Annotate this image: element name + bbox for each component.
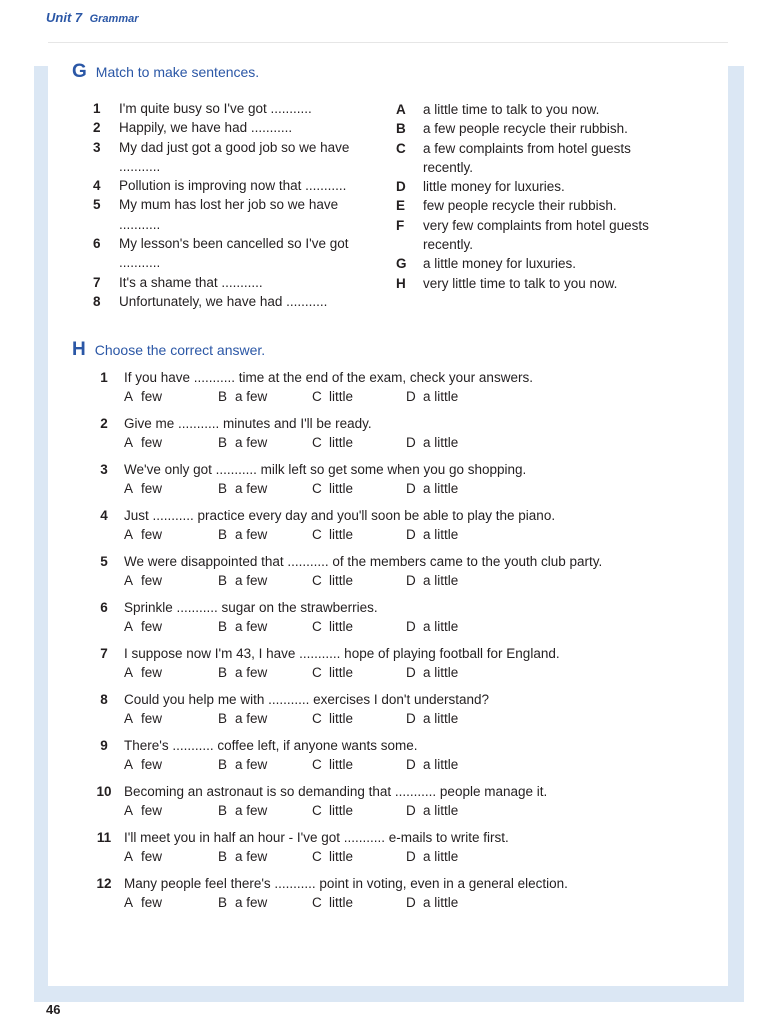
question-text: I'll meet you in half an hour - I've got ........... e-mails to write first.	[124, 830, 509, 845]
question-row	[84, 460, 704, 479]
option-text: a few	[235, 757, 268, 772]
option-text: few	[141, 435, 163, 450]
list-item	[394, 196, 674, 215]
answer-option[interactable]	[218, 801, 312, 820]
item-number: 4	[93, 178, 101, 194]
option-text: a few	[235, 389, 268, 404]
answer-option[interactable]	[124, 617, 218, 636]
answer-option[interactable]	[406, 571, 500, 590]
option-text: a little	[423, 803, 459, 818]
answer-option[interactable]	[312, 663, 406, 682]
option-letter: A	[124, 849, 134, 864]
item-number: 7	[93, 274, 101, 290]
answer-option[interactable]	[406, 801, 500, 820]
item-number: 8	[93, 293, 101, 309]
option-letter: B	[218, 711, 228, 726]
option-letter: B	[218, 849, 228, 864]
question-number: 11	[96, 830, 112, 845]
option-letter: A	[124, 711, 134, 726]
item-letter: H	[396, 275, 406, 291]
list-item	[88, 292, 378, 311]
answer-option[interactable]	[406, 479, 500, 498]
answer-option[interactable]	[124, 433, 218, 452]
item-number: 3	[93, 139, 101, 155]
question-row	[84, 828, 704, 847]
option-letter: C	[312, 711, 322, 726]
option-text: few	[141, 619, 163, 634]
question-item	[84, 828, 704, 874]
question-item	[84, 506, 704, 552]
item-text: Happily, we have had ...........	[119, 120, 293, 136]
question-item	[84, 690, 704, 736]
answer-option[interactable]	[312, 755, 406, 774]
option-text: a few	[235, 435, 268, 450]
question-row	[84, 690, 704, 709]
option-letter: B	[218, 389, 228, 404]
question-row	[84, 644, 704, 663]
question-number: 4	[100, 508, 108, 523]
answer-options	[84, 893, 704, 912]
answer-option[interactable]	[218, 847, 312, 866]
section-g-title	[72, 61, 259, 83]
option-text: little	[329, 573, 354, 588]
item-letter: E	[396, 198, 406, 214]
option-text: few	[141, 665, 163, 680]
question-item	[84, 782, 704, 828]
frame-left-border	[34, 66, 48, 1002]
item-text: a few complaints from hotel guests recently.	[423, 140, 631, 175]
answer-option[interactable]	[218, 433, 312, 452]
item-letter: F	[396, 217, 405, 233]
item-text: Pollution is improving now that ...........	[119, 178, 347, 194]
answer-option[interactable]	[312, 525, 406, 544]
answer-options	[84, 571, 704, 590]
section-label: Grammar	[89, 13, 139, 25]
answer-option[interactable]	[406, 847, 500, 866]
list-item	[394, 254, 674, 273]
option-letter: C	[312, 803, 322, 818]
section-g-letter: G	[72, 61, 87, 82]
question-text: If you have ........... time at the end of the exam, check your answers.	[124, 370, 533, 385]
list-item	[394, 177, 674, 196]
answer-option[interactable]	[312, 617, 406, 636]
item-number: 1	[93, 101, 101, 116]
question-text: Just ........... practice every day and you'll soon be able to play the piano.	[124, 508, 556, 523]
answer-option[interactable]	[312, 433, 406, 452]
option-letter: D	[406, 619, 416, 634]
item-text: I'm quite busy so I've got ...........	[119, 101, 312, 116]
answer-option[interactable]	[312, 571, 406, 590]
option-letter: B	[218, 573, 228, 588]
list-item	[88, 99, 378, 118]
option-letter: D	[406, 573, 416, 588]
question-item	[84, 644, 704, 690]
option-text: few	[141, 527, 163, 542]
item-text: few people recycle their rubbish.	[423, 198, 617, 214]
answer-option[interactable]	[406, 387, 500, 406]
option-text: a little	[423, 481, 459, 496]
question-text: We were disappointed that ........... of the members came to the youth club party.	[124, 554, 603, 569]
answer-option[interactable]	[124, 801, 218, 820]
option-letter: B	[218, 803, 228, 818]
question-row	[84, 874, 704, 893]
section-h-letter: H	[72, 339, 86, 360]
item-letter: G	[396, 256, 407, 272]
answer-options	[84, 709, 704, 728]
question-number: 2	[100, 416, 108, 431]
item-number: 6	[93, 236, 101, 252]
answer-options	[84, 433, 704, 452]
list-item	[88, 195, 378, 234]
option-text: little	[329, 435, 354, 450]
answer-option[interactable]	[406, 663, 500, 682]
answer-option[interactable]	[218, 571, 312, 590]
answer-option[interactable]	[218, 479, 312, 498]
option-text: a few	[235, 849, 268, 864]
question-number: 10	[96, 784, 112, 799]
option-text: little	[329, 849, 354, 864]
option-text: little	[329, 527, 354, 542]
answer-options	[84, 525, 704, 544]
question-number: 1	[100, 370, 108, 385]
item-text: very few complaints from hotel guests recently.	[423, 217, 649, 253]
option-text: a few	[235, 619, 268, 634]
option-letter: B	[218, 619, 228, 634]
answer-options	[84, 663, 704, 682]
section-h-questions	[84, 368, 704, 920]
option-text: little	[329, 481, 354, 496]
section-g-sentence-endings	[394, 100, 674, 293]
option-letter: D	[406, 849, 416, 864]
question-text: I suppose now I'm 43, I have ........... hope of playing football for England.	[124, 646, 560, 661]
item-text: It's a shame that ...........	[119, 274, 263, 290]
question-number: 8	[100, 692, 108, 707]
option-text: a few	[235, 895, 268, 910]
item-number: 5	[93, 197, 101, 213]
option-letter: D	[406, 803, 416, 818]
list-item	[88, 176, 378, 195]
question-text: Sprinkle ........... sugar on the strawberries.	[124, 600, 378, 615]
option-letter: B	[218, 665, 228, 680]
answer-option[interactable]	[406, 893, 500, 912]
question-row	[84, 598, 704, 617]
question-row	[84, 368, 704, 387]
option-text: little	[329, 619, 354, 634]
frame-right-border	[728, 66, 744, 1002]
option-text: a few	[235, 527, 268, 542]
list-item	[394, 274, 674, 293]
list-item	[394, 139, 674, 178]
answer-option[interactable]	[124, 571, 218, 590]
option-letter: D	[406, 711, 416, 726]
option-letter: D	[406, 757, 416, 772]
list-item	[88, 138, 378, 177]
answer-option[interactable]	[218, 709, 312, 728]
section-g-instruction: Match to make sentences.	[95, 64, 260, 80]
option-text: few	[141, 757, 163, 772]
question-row	[84, 414, 704, 433]
option-letter: A	[124, 665, 134, 680]
option-letter: B	[218, 435, 228, 450]
answer-options	[84, 479, 704, 498]
option-letter: A	[124, 527, 134, 542]
option-text: a few	[235, 711, 268, 726]
option-letter: A	[124, 389, 134, 404]
option-text: little	[329, 895, 354, 910]
question-row	[84, 506, 704, 525]
option-letter: D	[406, 435, 416, 450]
option-letter: D	[406, 895, 416, 910]
option-letter: A	[124, 481, 134, 496]
list-item	[394, 216, 674, 255]
option-text: few	[141, 573, 163, 588]
item-letter: A	[396, 102, 406, 117]
option-text: little	[329, 389, 354, 404]
option-letter: C	[312, 619, 322, 634]
option-text: a little	[423, 849, 459, 864]
answer-option[interactable]	[124, 663, 218, 682]
question-text: Could you help me with ........... exercises I don't understand?	[124, 692, 490, 707]
page-header	[46, 9, 139, 27]
option-text: a few	[235, 573, 268, 588]
option-letter: B	[218, 527, 228, 542]
option-text: little	[329, 757, 354, 772]
answer-options	[84, 847, 704, 866]
answer-option[interactable]	[218, 755, 312, 774]
option-text: a little	[423, 665, 459, 680]
answer-option[interactable]	[406, 755, 500, 774]
option-text: few	[141, 481, 163, 496]
question-number: 12	[96, 876, 112, 891]
answer-options	[84, 387, 704, 406]
answer-option[interactable]	[218, 387, 312, 406]
option-letter: A	[124, 757, 134, 772]
option-letter: D	[406, 665, 416, 680]
option-text: few	[141, 711, 163, 726]
option-text: few	[141, 803, 163, 818]
option-text: a little	[423, 895, 459, 910]
answer-option[interactable]	[124, 479, 218, 498]
answer-option[interactable]	[124, 709, 218, 728]
option-text: a little	[423, 389, 459, 404]
answer-option[interactable]	[124, 893, 218, 912]
question-row	[84, 552, 704, 571]
answer-option[interactable]	[406, 709, 500, 728]
option-letter: C	[312, 481, 322, 496]
question-number: 9	[100, 738, 108, 753]
option-text: a little	[423, 619, 459, 634]
option-letter: D	[406, 527, 416, 542]
question-text: There's ........... coffee left, if anyone wants some.	[124, 738, 418, 753]
option-letter: C	[312, 573, 322, 588]
question-text: We've only got ........... milk left so get some when you go shopping.	[124, 462, 527, 477]
option-letter: C	[312, 665, 322, 680]
option-text: a little	[423, 757, 459, 772]
option-letter: B	[218, 895, 228, 910]
option-text: a little	[423, 573, 459, 588]
answer-option[interactable]	[312, 847, 406, 866]
unit-label: Unit 7	[46, 10, 83, 25]
answer-options	[84, 755, 704, 774]
answer-option[interactable]	[312, 801, 406, 820]
option-letter: B	[218, 481, 228, 496]
answer-option[interactable]	[406, 525, 500, 544]
option-text: a few	[235, 803, 268, 818]
item-text: My lesson's been cancelled so I've got ...........	[119, 236, 349, 271]
item-text: My dad just got a good job so we have ...........	[119, 139, 350, 174]
page-number: 46	[46, 1002, 61, 1017]
option-text: a little	[423, 527, 459, 542]
option-letter: D	[406, 481, 416, 496]
option-letter: C	[312, 389, 322, 404]
list-item	[88, 118, 378, 137]
option-text: a little	[423, 435, 459, 450]
section-h-title	[72, 339, 265, 361]
answer-option[interactable]	[406, 617, 500, 636]
question-number: 7	[100, 646, 108, 661]
item-text: very little time to talk to you now.	[423, 275, 618, 291]
question-item	[84, 874, 704, 920]
question-text: Give me ........... minutes and I'll be ready.	[124, 416, 372, 431]
question-item	[84, 552, 704, 598]
answer-option[interactable]	[312, 893, 406, 912]
answer-options	[84, 801, 704, 820]
option-letter: C	[312, 849, 322, 864]
option-letter: A	[124, 619, 134, 634]
answer-option[interactable]	[124, 847, 218, 866]
item-letter: D	[396, 179, 406, 195]
option-letter: C	[312, 527, 322, 542]
option-text: little	[329, 803, 354, 818]
option-text: few	[141, 895, 163, 910]
option-text: a few	[235, 665, 268, 680]
option-text: few	[141, 849, 163, 864]
answer-option[interactable]	[312, 479, 406, 498]
item-text: Unfortunately, we have had ...........	[119, 293, 328, 309]
option-letter: C	[312, 435, 322, 450]
question-row	[84, 782, 704, 801]
question-item	[84, 414, 704, 460]
option-letter: A	[124, 803, 134, 818]
list-item	[394, 119, 674, 138]
option-text: few	[141, 389, 163, 404]
option-letter: D	[406, 389, 416, 404]
answer-option[interactable]	[124, 387, 218, 406]
option-letter: A	[124, 895, 134, 910]
answer-option[interactable]	[124, 755, 218, 774]
question-item	[84, 368, 704, 414]
question-item	[84, 736, 704, 782]
option-letter: A	[124, 435, 134, 450]
item-text: a little money for luxuries.	[423, 256, 577, 272]
section-h-instruction: Choose the correct answer.	[94, 342, 266, 358]
answer-option[interactable]	[312, 387, 406, 406]
section-g-sentence-starts	[88, 99, 378, 311]
answer-option[interactable]	[218, 893, 312, 912]
item-text: little money for luxuries.	[423, 179, 565, 195]
option-text: little	[329, 665, 354, 680]
option-text: a few	[235, 481, 268, 496]
question-item	[84, 598, 704, 644]
question-text: Becoming an astronaut is so demanding that ........... people manage it.	[124, 784, 548, 799]
answer-option[interactable]	[124, 525, 218, 544]
question-number: 3	[100, 462, 108, 477]
list-item	[88, 273, 378, 292]
item-text: a little time to talk to you now.	[423, 102, 600, 117]
option-letter: B	[218, 757, 228, 772]
question-number: 5	[100, 554, 108, 569]
question-text: Many people feel there's ........... point in voting, even in a general election.	[124, 876, 568, 891]
item-number: 2	[93, 120, 101, 136]
item-letter: C	[396, 140, 406, 156]
answer-option[interactable]	[218, 617, 312, 636]
answer-option[interactable]	[218, 525, 312, 544]
item-letter: B	[396, 121, 406, 137]
answer-options	[84, 617, 704, 636]
option-text: a little	[423, 711, 459, 726]
item-text: a few people recycle their rubbish.	[423, 121, 628, 137]
option-letter: C	[312, 895, 322, 910]
option-letter: C	[312, 757, 322, 772]
question-item	[84, 460, 704, 506]
list-item	[394, 100, 674, 119]
option-letter: A	[124, 573, 134, 588]
question-row	[84, 736, 704, 755]
question-number: 6	[100, 600, 108, 615]
answer-option[interactable]	[312, 709, 406, 728]
answer-option[interactable]	[218, 663, 312, 682]
answer-option[interactable]	[406, 433, 500, 452]
option-text: little	[329, 711, 354, 726]
item-text: My mum has lost her job so we have ...........	[119, 197, 339, 232]
list-item	[88, 234, 378, 273]
frame-bottom-border	[34, 986, 744, 1002]
